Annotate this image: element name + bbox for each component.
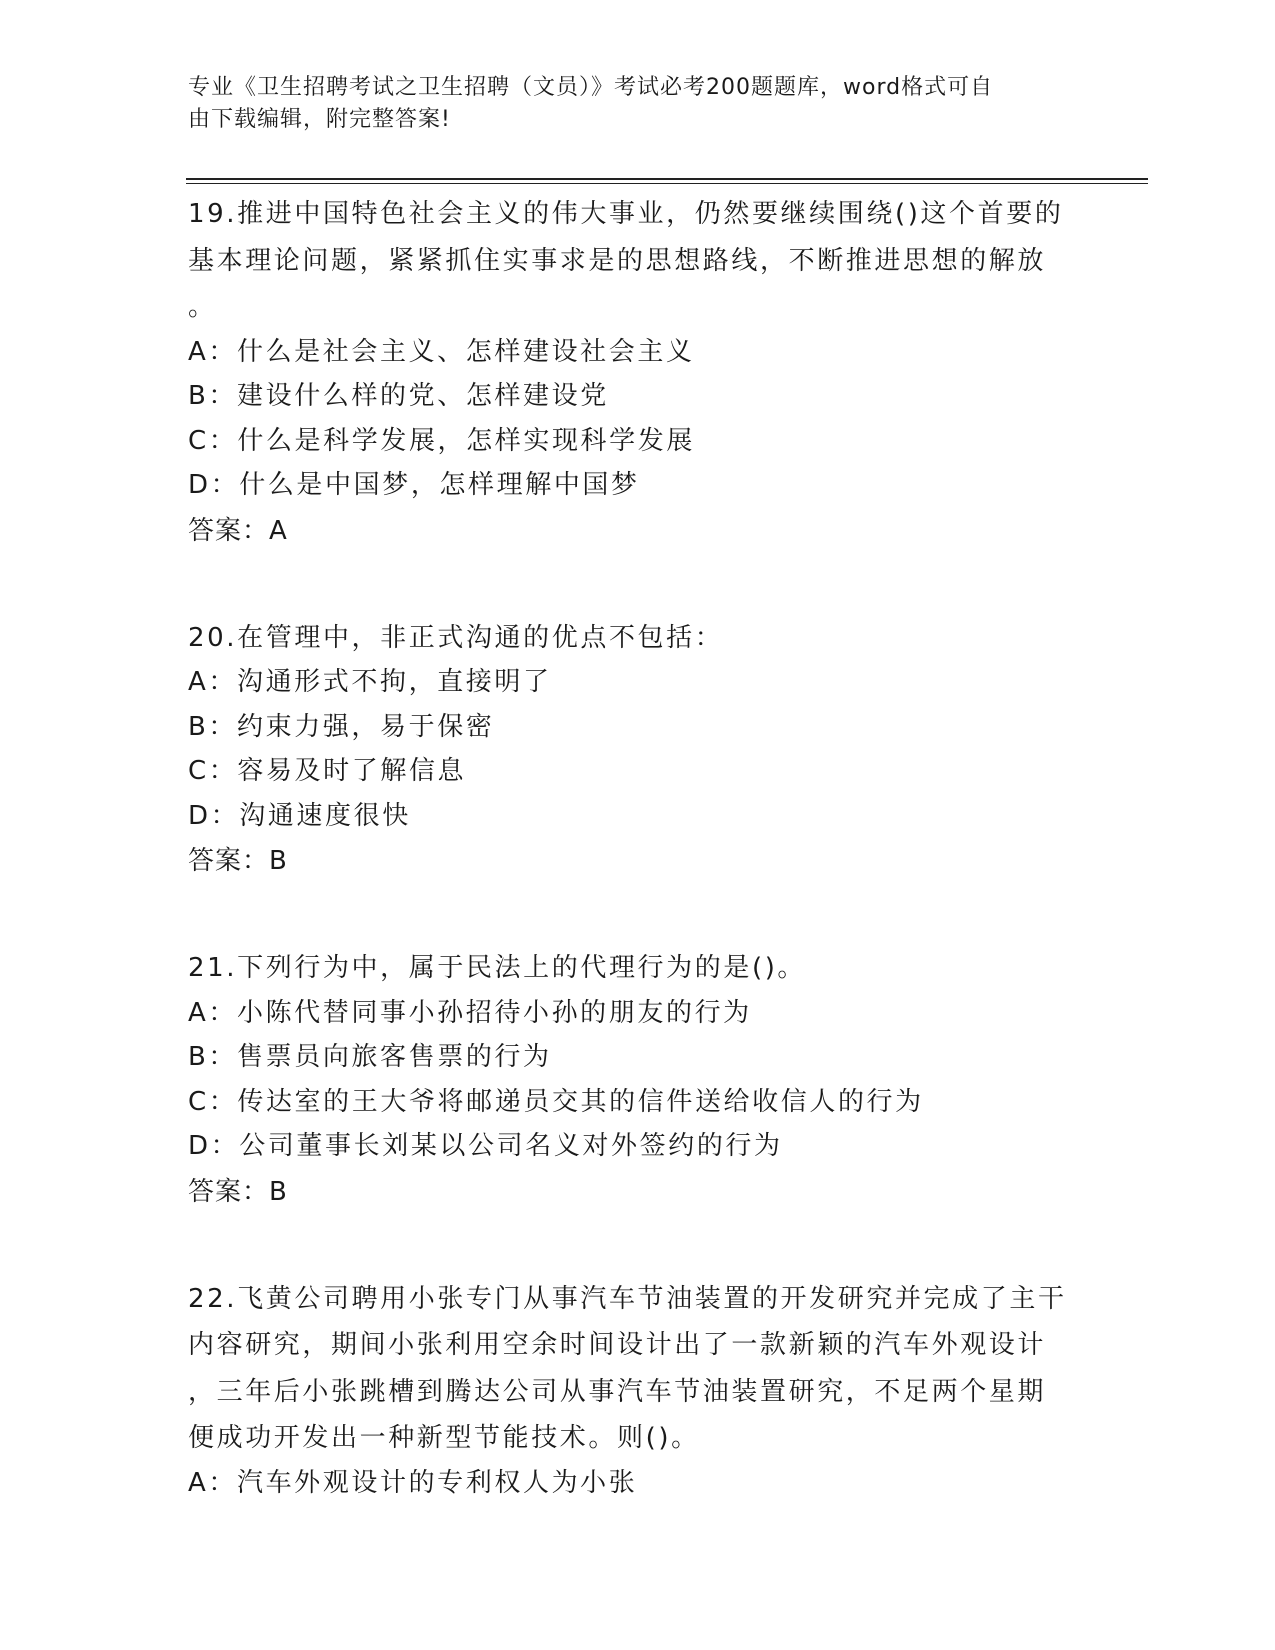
question-stem-line: 内容研究，期间小张利用空余时间设计出了一款新颖的汽车外观设计	[188, 1330, 1047, 1360]
option-b: B：建设什么样的党、怎样建设党	[188, 381, 609, 411]
header-divider-thin	[186, 183, 1148, 184]
question-stem-line: 22.飞黄公司聘用小张专门从事汽车节油装置的开发研究并完成了主干	[188, 1283, 1067, 1314]
option-b: B：售票员向旅客售票的行为	[188, 1042, 552, 1072]
answer-label: 答案：B	[188, 1176, 288, 1207]
answer-label: 答案：A	[188, 515, 288, 546]
question-list	[188, 190, 1088, 1505]
question-spacer	[188, 884, 1088, 944]
option-d: D：沟通速度很快	[188, 800, 411, 831]
question-stem-line: 基本理论问题，紧紧抓住实事求是的思想路线，不断推进思想的解放	[188, 245, 1047, 276]
option-c: C：容易及时了解信息	[188, 756, 467, 786]
question-20	[188, 614, 1088, 885]
question-stem-line: 便成功开发出一种新型节能技术。则()。	[188, 1423, 700, 1453]
option-a: A：沟通形式不拘，直接明了	[188, 667, 552, 697]
option-a: A：汽车外观设计的专利权人为小张	[188, 1467, 638, 1498]
question-stem-line: 。	[188, 292, 217, 322]
option-c: C：什么是科学发展，怎样实现科学发展	[188, 425, 695, 456]
header-line-1: 专业《卫生招聘考试之卫生招聘（文员）》考试必考200题题库，word格式可自	[188, 75, 994, 100]
question-19	[188, 190, 1088, 554]
option-d: D：什么是中国梦，怎样理解中国梦	[188, 470, 640, 500]
question-22	[188, 1275, 1088, 1506]
header-line-2: 由下载编辑，附完整答案!	[188, 107, 451, 132]
document-header	[188, 72, 1068, 136]
question-stem-line: 20.在管理中，非正式沟通的优点不包括：	[188, 622, 724, 653]
question-spacer	[188, 554, 1088, 614]
question-stem-line: ，三年后小张跳槽到腾达公司从事汽车节油装置研究，不足两个星期	[188, 1376, 1047, 1407]
header-divider-thick	[186, 178, 1148, 180]
option-c: C：传达室的王大爷将邮递员交其的信件送给收信人的行为	[188, 1086, 924, 1117]
answer-label: 答案：B	[188, 846, 288, 876]
question-spacer	[188, 1215, 1088, 1275]
option-b: B：约束力强，易于保密	[188, 711, 495, 742]
question-stem-line: 19.推进中国特色社会主义的伟大事业，仍然要继续围绕()这个首要的	[188, 199, 1064, 229]
question-21	[188, 944, 1088, 1215]
question-stem-line: 21.下列行为中，属于民法上的代理行为的是()。	[188, 953, 807, 983]
option-d: D：公司董事长刘某以公司名义对外签约的行为	[188, 1131, 783, 1161]
option-a: A：什么是社会主义、怎样建设社会主义	[188, 336, 695, 367]
option-a: A：小陈代替同事小孙招待小孙的朋友的行为	[188, 997, 752, 1028]
